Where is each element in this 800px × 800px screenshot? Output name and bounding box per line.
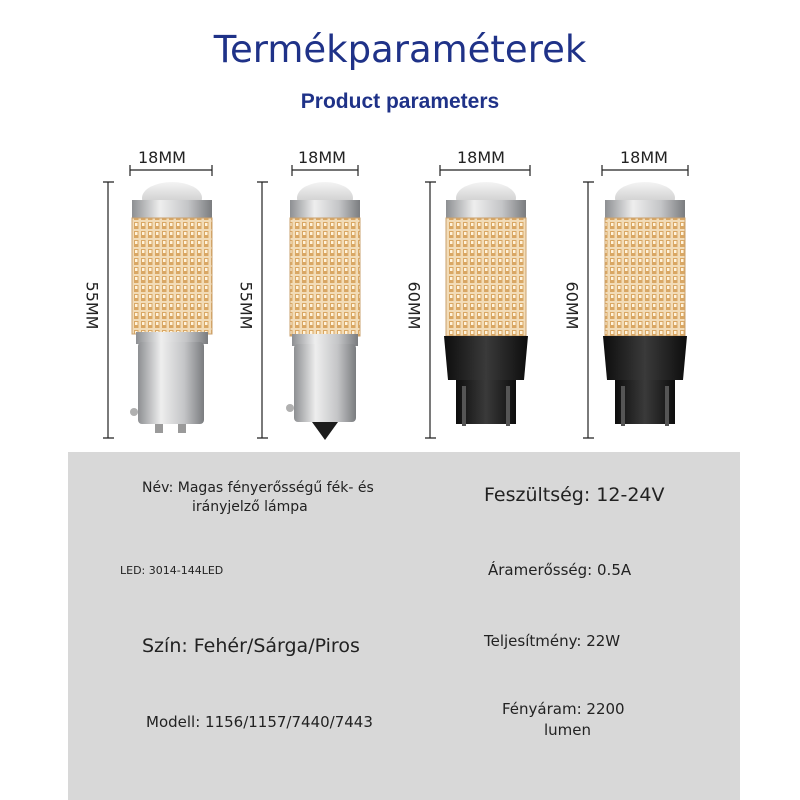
param-name-line1: Név: Magas fényerősségű fék- és (142, 480, 374, 496)
page-subtitle: Product parameters (300, 90, 500, 113)
param-flux-line1: Fényáram: 2200 (502, 700, 625, 718)
bulb-1157 (130, 182, 212, 433)
bulbs-drawing (0, 140, 800, 450)
bulb-3-width-label: 18MM (457, 148, 505, 167)
param-power: Teljesítmény: 22W (484, 632, 621, 650)
param-model: Modell: 1156/1157/7440/7443 (146, 713, 373, 731)
width-dimension-lines (130, 165, 688, 176)
bulb-illustrations (0, 140, 800, 450)
bulb-1-width-label: 18MM (138, 148, 186, 167)
bulb-2-height-label: 55MM (236, 281, 256, 330)
bulb-4-height-label: 60MM (562, 281, 582, 330)
bulb-1-height-label: 55MM (82, 281, 102, 330)
page-title: Termékparaméterek (213, 28, 587, 71)
bulb-7443 (603, 182, 687, 426)
bulb-1156 (286, 182, 360, 440)
bulb-2-width-label: 18MM (298, 148, 346, 167)
bulb-3-height-label: 60MM (404, 281, 424, 330)
param-flux-line2: lumen (544, 721, 592, 739)
param-color: Szín: Fehér/Sárga/Piros (142, 635, 360, 657)
param-name-line2: irányjelző lámpa (192, 499, 308, 515)
bulb-4-width-label: 18MM (620, 148, 668, 167)
parameters-panel (68, 452, 740, 800)
param-led: LED: 3014-144LED (120, 564, 224, 577)
param-current: Áramerősség: 0.5A (488, 561, 632, 579)
bulb-7440 (444, 182, 528, 426)
param-voltage: Feszültség: 12-24V (484, 484, 665, 506)
